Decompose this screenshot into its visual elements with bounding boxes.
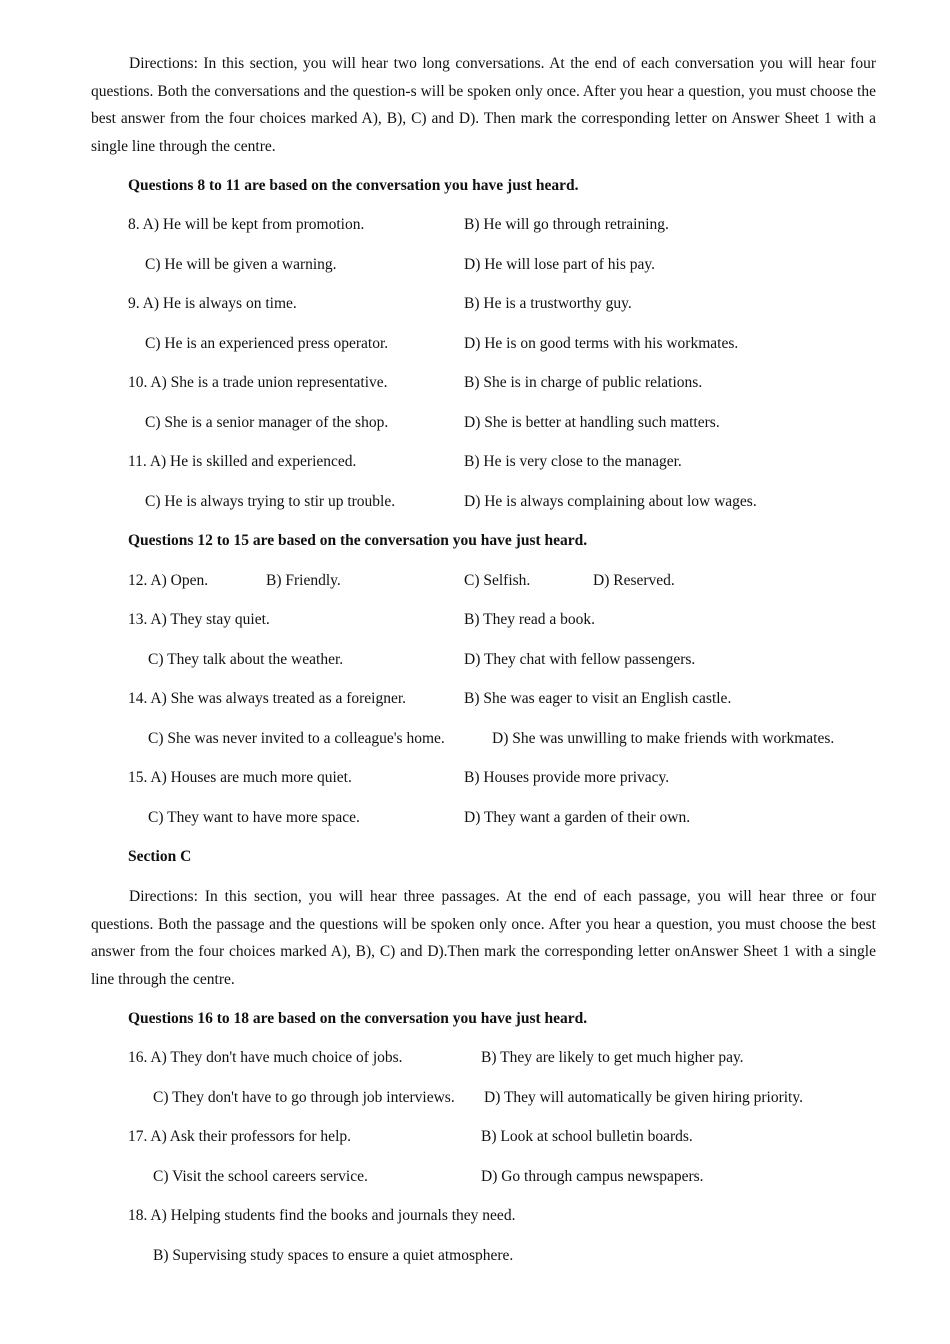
q8-option-d: D) He will lose part of his pay. [464, 256, 655, 273]
q15-option-d: D) They want a garden of their own. [464, 809, 691, 826]
q10-option-c: C) She is a senior manager of the shop. [145, 414, 389, 431]
questions-12-15-heading: Questions 12 to 15 are based on the conversation you have just heard. [128, 532, 588, 549]
q8-option-a: 8. A) He will be kept from promotion. [128, 216, 365, 233]
q12-option-d: D) Reserved. [593, 572, 675, 589]
q15-option-b: B) Houses provide more privacy. [464, 769, 670, 786]
q17-option-c: C) Visit the school careers service. [153, 1168, 368, 1185]
q8-option-b: B) He will go through retraining. [464, 216, 669, 233]
q16-option-b: B) They are likely to get much higher pay. [481, 1049, 744, 1066]
q9-option-d: D) He is on good terms with his workmates. [464, 335, 739, 352]
q9-option-c: C) He is an experienced press operator. [145, 335, 389, 352]
q13-option-b: B) They read a book. [464, 611, 595, 628]
q16-option-c: C) They don't have to go through job interviews. [153, 1089, 455, 1106]
questions-8-11-heading: Questions 8 to 11 are based on the conversation you have just heard. [128, 177, 579, 194]
q12-option-c: C) Selfish. [464, 572, 531, 589]
q14-option-c: C) She was never invited to a colleague's home. [148, 730, 445, 747]
q10-option-b: B) She is in charge of public relations. [464, 374, 703, 391]
q12-option-a: 12. A) Open. [128, 572, 209, 589]
q15-option-a: 15. A) Houses are much more quiet. [128, 769, 352, 786]
q11-option-a: 11. A) He is skilled and experienced. [128, 453, 357, 470]
section-c-title: Section C [128, 848, 192, 865]
q16-option-a: 16. A) They don't have much choice of jobs. [128, 1049, 403, 1066]
section-c-directions: Directions: In this section, you will hear three passages. At the end of each passage, you will hear three or four questions. Both the passage and the questions will be spoken only once. After you hear a question, you must choose the best answer from the four choices marked A), B), C) and D).Then mark the corresponding letter onAnswer Sheet 1 with a single line through the centre. [91, 888, 876, 988]
q13-option-d: D) They chat with fellow passengers. [464, 651, 696, 668]
q9-option-a: 9. A) He is always on time. [128, 295, 297, 312]
q11-option-d: D) He is always complaining about low wages. [464, 493, 757, 510]
q12-option-b: B) Friendly. [266, 572, 341, 589]
q14-option-d: D) She was unwilling to make friends with workmates. [492, 730, 835, 747]
q14-option-a: 14. A) She was always treated as a foreigner. [128, 690, 407, 707]
q18-option-a: 18. A) Helping students find the books and journals they need. [128, 1207, 516, 1224]
q17-option-b: B) Look at school bulletin boards. [481, 1128, 693, 1145]
q11-option-c: C) He is always trying to stir up trouble. [145, 493, 396, 510]
q18-option-b: B) Supervising study spaces to ensure a quiet atmosphere. [153, 1247, 514, 1264]
q15-option-c: C) They want to have more space. [148, 809, 360, 826]
q8-option-c: C) He will be given a warning. [145, 256, 337, 273]
q10-option-a: 10. A) She is a trade union representative. [128, 374, 388, 391]
q16-option-d: D) They will automatically be given hiring priority. [484, 1089, 803, 1106]
questions-16-18-heading: Questions 16 to 18 are based on the conversation you have just heard. [128, 1010, 588, 1027]
q17-option-a: 17. A) Ask their professors for help. [128, 1128, 351, 1145]
q10-option-d: D) She is better at handling such matters. [464, 414, 720, 431]
q13-option-c: C) They talk about the weather. [148, 651, 344, 668]
q14-option-b: B) She was eager to visit an English castle. [464, 690, 732, 707]
q13-option-a: 13. A) They stay quiet. [128, 611, 270, 628]
q11-option-b: B) He is very close to the manager. [464, 453, 682, 470]
q9-option-b: B) He is a trustworthy guy. [464, 295, 632, 312]
section-b-directions: Directions: In this section, you will hear two long conversations. At the end of each conversation you will hear four questions. Both the conversations and the question-s will be spoken only once. After you hear a question, you must choose the best answer from the four choices marked A), B), C) and D). Then mark the corresponding letter on Answer Sheet 1 with a single line through the centre. [91, 55, 876, 155]
q17-option-d: D) Go through campus newspapers. [481, 1168, 704, 1185]
